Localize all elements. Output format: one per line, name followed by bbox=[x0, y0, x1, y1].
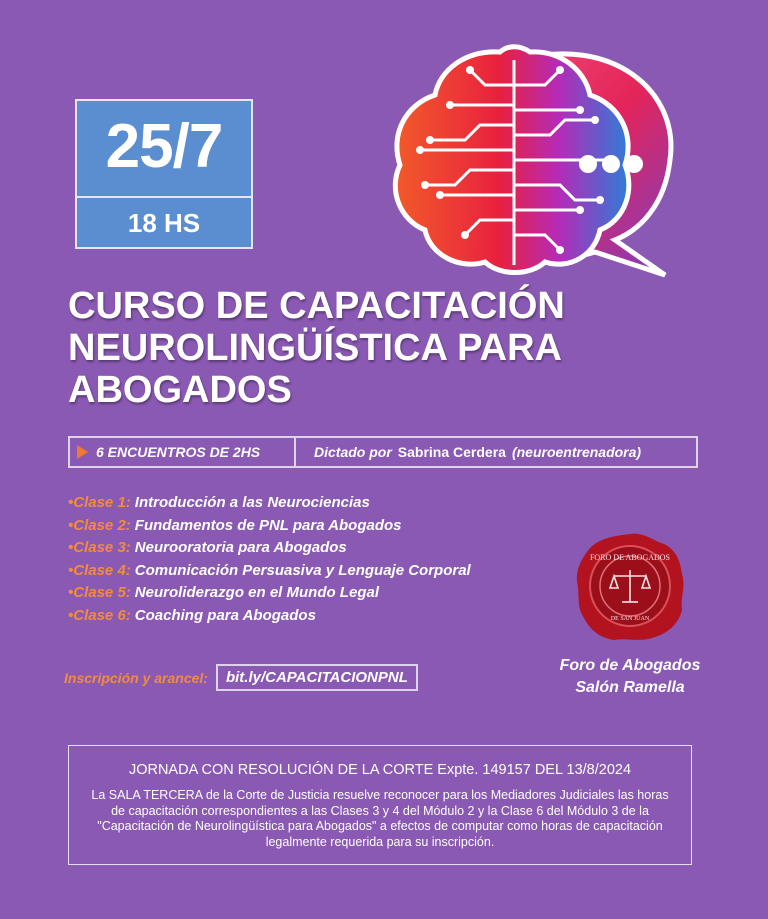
registration-link[interactable]: bit.ly/CAPACITACIONPNL bbox=[216, 664, 418, 691]
seal-text-top: FORO DE ABOGADOS bbox=[589, 553, 671, 562]
class-label: •Clase 3: bbox=[68, 539, 131, 556]
registration bbox=[64, 664, 418, 691]
event-date: 25/7 bbox=[105, 112, 223, 181]
resolution-box bbox=[68, 745, 692, 865]
class-topic: Coaching para Abogados bbox=[134, 606, 316, 624]
class-topic: Neuroliderazgo en el Mundo Legal bbox=[134, 584, 379, 601]
registration-label: Inscripción y arancel: bbox=[64, 669, 208, 686]
sessions-text: 6 ENCUENTROS DE 2HS bbox=[96, 444, 261, 460]
class-label: •Clase 2: bbox=[68, 516, 131, 534]
sessions-box bbox=[70, 438, 296, 466]
list-item bbox=[68, 494, 528, 517]
title-line: NEUROLINGÜÍSTICA PARA bbox=[68, 327, 562, 369]
class-topic: Introducción a las Neurociencias bbox=[134, 494, 370, 511]
venue-name: Foro de Abogados bbox=[559, 657, 701, 674]
list-item bbox=[68, 562, 528, 585]
venue-room: Salón Ramella bbox=[575, 679, 685, 696]
list-item bbox=[68, 607, 528, 630]
brain-circuit-speech-bubble-icon bbox=[380, 40, 680, 280]
title-line: CURSO DE CAPACITACIÓN bbox=[68, 285, 565, 327]
resolution-title: JORNADA CON RESOLUCIÓN DE LA CORTE Expte. 149157 DEL 13/8/2024 bbox=[128, 762, 632, 778]
class-list bbox=[68, 494, 528, 629]
class-label: •Clase 5: bbox=[68, 584, 131, 601]
instructor-name: Sabrina Cerdera bbox=[397, 444, 506, 460]
wax-seal-icon bbox=[574, 530, 686, 642]
play-arrow-icon bbox=[77, 445, 88, 459]
class-topic: Fundamentos de PNL para Abogados bbox=[134, 516, 402, 534]
resolution-body: La SALA TERCERA de la Corte de Justicia resuelve reconocer para los Mediadores Judiciales las horas de capacitación correspondientes a las Clases 3 y 4 del Módulo 2 y la Clase 6 del Módulo 3 de la "Capacitación de Neurolingüística para Abogados" a efectos de computar como horas de capacitación legalmente requerida para su inscripción. bbox=[91, 788, 669, 849]
list-item bbox=[68, 539, 528, 562]
class-label: •Clase 1: bbox=[68, 494, 131, 511]
list-item bbox=[68, 584, 528, 607]
class-topic: Comunicación Persuasiva y Lenguaje Corporal bbox=[134, 561, 471, 579]
instructor-info bbox=[314, 438, 641, 466]
list-item bbox=[68, 517, 528, 540]
dictated-by-label: Dictado por bbox=[314, 444, 392, 460]
date-box bbox=[75, 99, 253, 249]
title-line: ABOGADOS bbox=[68, 369, 292, 411]
class-label: •Clase 4: bbox=[68, 561, 131, 579]
info-bar bbox=[68, 436, 698, 468]
event-time: 18 HS bbox=[127, 208, 201, 238]
divider bbox=[77, 196, 251, 198]
course-title bbox=[68, 285, 708, 411]
venue bbox=[540, 655, 720, 699]
seal-text-bottom: DE SAN JUAN bbox=[610, 616, 650, 622]
class-label: •Clase 6: bbox=[68, 606, 131, 624]
class-topic: Neurooratoria para Abogados bbox=[134, 539, 347, 556]
instructor-role: (neuroentrenadora) bbox=[511, 444, 642, 460]
